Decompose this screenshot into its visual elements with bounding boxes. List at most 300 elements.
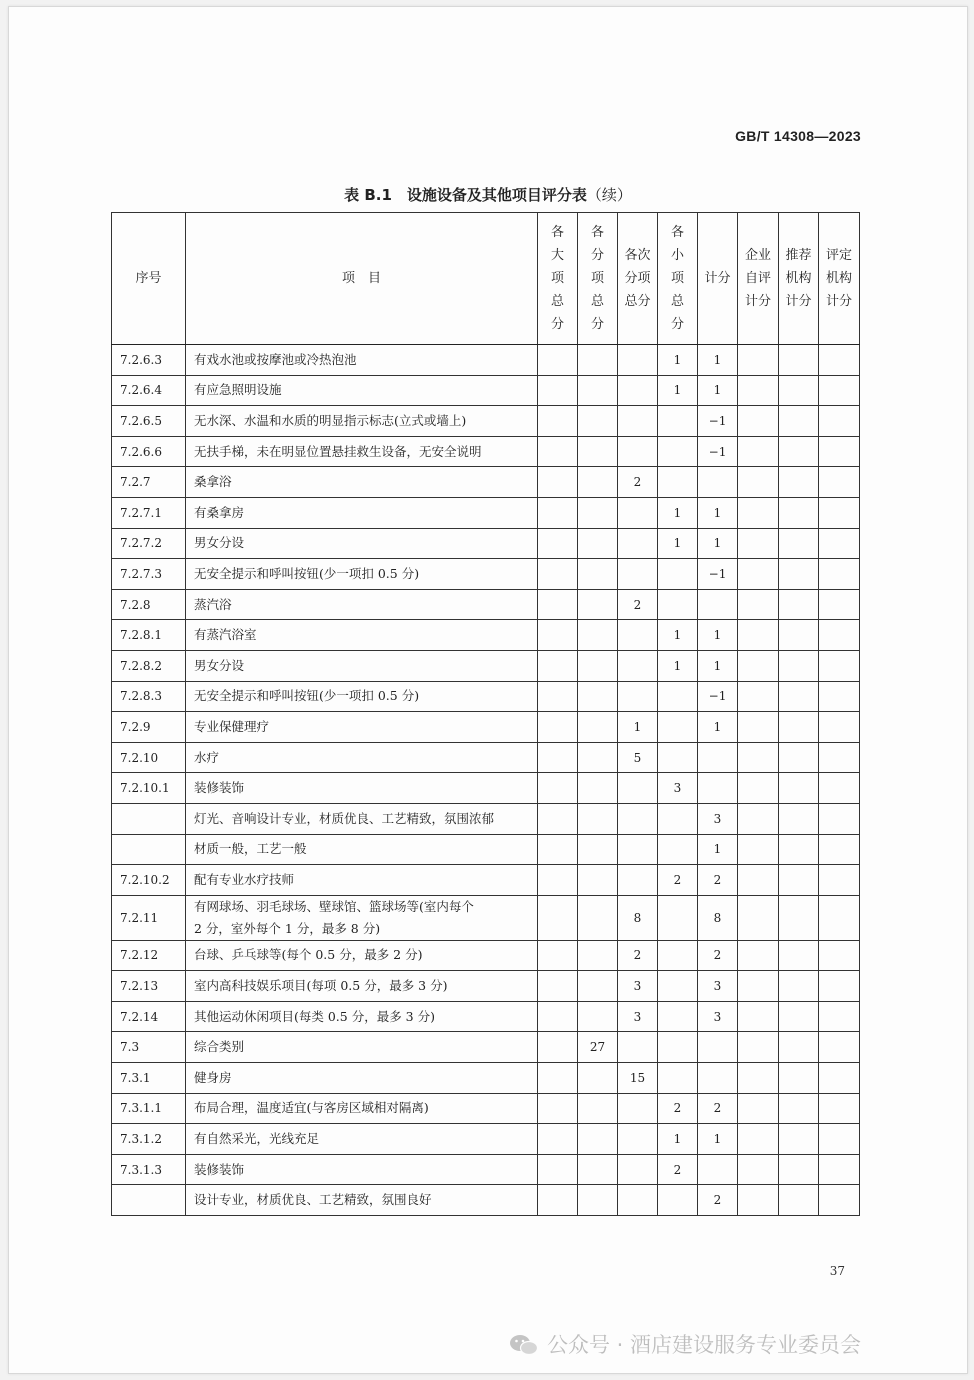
col-sub-total-cell <box>578 865 618 896</box>
col-assess-score-cell <box>819 971 860 1002</box>
row-item: 无扶手梯，未在明显位置悬挂救生设备，无安全说明 <box>186 436 538 467</box>
row-serial: 7.2.11 <box>112 895 186 940</box>
col-secondary-total-cell <box>618 406 658 437</box>
col-secondary-total-cell <box>618 620 658 651</box>
col-minor-total-cell: 1 <box>658 650 698 681</box>
col-secondary-total-cell <box>618 834 658 865</box>
col-recommend-score-cell <box>779 1063 819 1094</box>
row-item: 健身房 <box>186 1063 538 1094</box>
col-score-cell: 1 <box>698 345 738 376</box>
table-row <box>112 1124 860 1155</box>
col-sub-total-cell <box>578 1154 618 1185</box>
row-item: 室内高科技娱乐项目(每项 0.5 分，最多 3 分) <box>186 971 538 1002</box>
col-secondary-total-cell <box>618 773 658 804</box>
col-major-total-cell <box>538 589 578 620</box>
col-sub-total-cell <box>578 1001 618 1032</box>
col-major-total-cell <box>538 1093 578 1124</box>
table-row <box>112 620 860 651</box>
row-serial <box>112 834 186 865</box>
table-title-suffix: （续） <box>586 186 632 204</box>
row-serial <box>112 803 186 834</box>
row-serial: 7.2.10.1 <box>112 773 186 804</box>
col-sub-total-cell <box>578 971 618 1002</box>
col-assess-score-cell <box>819 650 860 681</box>
col-score-cell <box>698 773 738 804</box>
col-major-total-cell <box>538 1154 578 1185</box>
col-minor-total-header: 各 小 项 总 分 <box>658 213 698 345</box>
row-serial: 7.2.8.1 <box>112 620 186 651</box>
col-sub-total-cell <box>578 1124 618 1155</box>
col-self-score-cell <box>738 1154 779 1185</box>
table-row <box>112 375 860 406</box>
col-recommend-score-cell <box>779 650 819 681</box>
col-self-score-cell <box>738 467 779 498</box>
col-self-score-cell <box>738 1185 779 1216</box>
col-major-total-cell <box>538 528 578 559</box>
table-row <box>112 865 860 896</box>
col-recommend-score-cell <box>779 681 819 712</box>
col-recommend-score-cell <box>779 773 819 804</box>
col-assess-score-cell <box>819 559 860 590</box>
col-secondary-total-cell: 1 <box>618 712 658 743</box>
row-serial: 7.2.12 <box>112 940 186 971</box>
col-recommend-score-cell <box>779 1185 819 1216</box>
col-major-total-cell <box>538 650 578 681</box>
col-self-score-cell <box>738 895 779 940</box>
col-self-score-cell <box>738 497 779 528</box>
col-sub-total-cell <box>578 681 618 712</box>
col-sub-total-cell <box>578 1093 618 1124</box>
row-item: 男女分设 <box>186 650 538 681</box>
row-item: 设计专业，材质优良、工艺精致，氛围良好 <box>186 1185 538 1216</box>
col-recommend-score-cell <box>779 345 819 376</box>
col-assess-score-cell <box>819 589 860 620</box>
col-secondary-total-cell <box>618 497 658 528</box>
col-major-total-cell <box>538 620 578 651</box>
col-score-cell: 1 <box>698 834 738 865</box>
table-row <box>112 528 860 559</box>
col-self-score-cell <box>738 650 779 681</box>
col-score-cell <box>698 589 738 620</box>
row-serial: 7.2.6.4 <box>112 375 186 406</box>
col-major-total-cell <box>538 865 578 896</box>
watermark-text: 公众号 · 酒店建设服务专业委员会 <box>547 1333 862 1357</box>
col-score-cell: 1 <box>698 497 738 528</box>
col-score-cell: 3 <box>698 971 738 1002</box>
row-serial: 7.2.8 <box>112 589 186 620</box>
col-self-score-header: 企业 自评 计分 <box>738 213 779 345</box>
col-major-total-cell <box>538 773 578 804</box>
col-major-total-cell <box>538 375 578 406</box>
col-minor-total-cell <box>658 1063 698 1094</box>
row-item: 综合类别 <box>186 1032 538 1063</box>
col-recommend-score-cell <box>779 559 819 590</box>
table-row <box>112 467 860 498</box>
col-major-total-cell <box>538 467 578 498</box>
col-sub-total-cell <box>578 436 618 467</box>
row-item: 有网球场、羽毛球场、壁球馆、篮球场等(室内每个 2 分，室外每个 1 分，最多 8 分) <box>186 895 538 940</box>
col-major-total-cell <box>538 940 578 971</box>
table-row <box>112 1185 860 1216</box>
col-major-total-cell <box>538 742 578 773</box>
table-title <box>9 184 967 205</box>
table-row <box>112 589 860 620</box>
row-item: 无安全提示和呼叫按钮(少一项扣 0.5 分) <box>186 681 538 712</box>
row-item: 有自然采光，光线充足 <box>186 1124 538 1155</box>
col-self-score-cell <box>738 528 779 559</box>
col-major-total-cell <box>538 345 578 376</box>
col-assess-score-cell <box>819 1185 860 1216</box>
col-secondary-total-cell: 5 <box>618 742 658 773</box>
row-item: 布局合理，温度适宜(与客房区域相对隔离) <box>186 1093 538 1124</box>
col-major-total-cell <box>538 834 578 865</box>
col-self-score-cell <box>738 1124 779 1155</box>
col-sub-total-cell <box>578 895 618 940</box>
col-minor-total-cell <box>658 803 698 834</box>
col-recommend-score-cell <box>779 1154 819 1185</box>
col-recommend-score-cell <box>779 467 819 498</box>
row-item: 装修装饰 <box>186 1154 538 1185</box>
col-sub-total-cell: 27 <box>578 1032 618 1063</box>
row-serial: 7.2.10 <box>112 742 186 773</box>
col-score-cell: −1 <box>698 681 738 712</box>
col-self-score-cell <box>738 1032 779 1063</box>
col-major-total-cell <box>538 1185 578 1216</box>
row-serial: 7.3.1.1 <box>112 1093 186 1124</box>
col-recommend-score-cell <box>779 712 819 743</box>
row-serial: 7.2.8.3 <box>112 681 186 712</box>
col-assess-score-cell <box>819 620 860 651</box>
col-recommend-score-cell <box>779 1093 819 1124</box>
row-item: 桑拿浴 <box>186 467 538 498</box>
row-item: 有蒸汽浴室 <box>186 620 538 651</box>
col-secondary-total-cell <box>618 528 658 559</box>
col-secondary-total-cell: 8 <box>618 895 658 940</box>
col-secondary-total-cell <box>618 1154 658 1185</box>
col-minor-total-cell <box>658 589 698 620</box>
col-secondary-total-cell <box>618 1124 658 1155</box>
col-sub-total-cell <box>578 773 618 804</box>
col-minor-total-cell <box>658 559 698 590</box>
col-self-score-cell <box>738 620 779 651</box>
col-secondary-total-cell: 2 <box>618 940 658 971</box>
col-assess-score-cell <box>819 1063 860 1094</box>
col-major-total-cell <box>538 1063 578 1094</box>
col-major-total-cell <box>538 803 578 834</box>
col-minor-total-cell <box>658 712 698 743</box>
col-minor-total-cell <box>658 742 698 773</box>
col-self-score-cell <box>738 681 779 712</box>
col-score-cell: 1 <box>698 620 738 651</box>
col-secondary-total-cell <box>618 559 658 590</box>
col-assess-score-cell <box>819 467 860 498</box>
col-recommend-score-cell <box>779 803 819 834</box>
col-recommend-score-cell <box>779 528 819 559</box>
col-minor-total-cell <box>658 1001 698 1032</box>
col-item-header: 项 目 <box>186 213 538 345</box>
col-sub-total-cell <box>578 467 618 498</box>
col-score-cell: 8 <box>698 895 738 940</box>
col-sub-total-cell <box>578 940 618 971</box>
col-minor-total-cell <box>658 467 698 498</box>
col-score-cell <box>698 1154 738 1185</box>
col-major-total-cell <box>538 971 578 1002</box>
col-sub-total-header: 各 分 项 总 分 <box>578 213 618 345</box>
watermark <box>509 1329 861 1359</box>
col-major-total-cell <box>538 406 578 437</box>
col-score-cell <box>698 1032 738 1063</box>
col-recommend-score-cell <box>779 406 819 437</box>
col-self-score-cell <box>738 436 779 467</box>
col-minor-total-cell <box>658 834 698 865</box>
col-sub-total-cell <box>578 803 618 834</box>
col-secondary-total-cell: 3 <box>618 1001 658 1032</box>
col-score-cell <box>698 467 738 498</box>
col-score-cell <box>698 1063 738 1094</box>
table-title-text: 表 B.1 设施设备及其他项目评分表 <box>344 186 587 204</box>
table-row <box>112 497 860 528</box>
col-secondary-total-header: 各次 分项 总分 <box>618 213 658 345</box>
col-major-total-cell <box>538 712 578 743</box>
col-major-total-cell <box>538 1001 578 1032</box>
col-assess-score-cell <box>819 528 860 559</box>
table-row <box>112 650 860 681</box>
col-score-cell: −1 <box>698 436 738 467</box>
col-secondary-total-cell: 2 <box>618 589 658 620</box>
col-score-cell: 2 <box>698 1185 738 1216</box>
col-minor-total-cell: 1 <box>658 528 698 559</box>
row-item: 无安全提示和呼叫按钮(少一项扣 0.5 分) <box>186 559 538 590</box>
row-item: 男女分设 <box>186 528 538 559</box>
col-score-cell: −1 <box>698 559 738 590</box>
col-minor-total-cell <box>658 436 698 467</box>
col-recommend-score-cell <box>779 620 819 651</box>
row-serial: 7.2.6.5 <box>112 406 186 437</box>
row-item: 有应急照明设施 <box>186 375 538 406</box>
col-sub-total-cell <box>578 620 618 651</box>
row-serial: 7.2.13 <box>112 971 186 1002</box>
col-secondary-total-cell <box>618 345 658 376</box>
col-minor-total-cell <box>658 681 698 712</box>
row-serial: 7.2.9 <box>112 712 186 743</box>
row-serial: 7.2.7 <box>112 467 186 498</box>
col-assess-score-header: 评定 机构 计分 <box>819 213 860 345</box>
col-assess-score-cell <box>819 1032 860 1063</box>
col-recommend-score-cell <box>779 742 819 773</box>
row-item: 灯光、音响设计专业，材质优良、工艺精致，氛围浓郁 <box>186 803 538 834</box>
col-assess-score-cell <box>819 1093 860 1124</box>
col-major-total-cell <box>538 1032 578 1063</box>
col-secondary-total-cell <box>618 865 658 896</box>
row-serial: 7.2.8.2 <box>112 650 186 681</box>
col-assess-score-cell <box>819 865 860 896</box>
col-assess-score-cell <box>819 895 860 940</box>
col-secondary-total-cell: 2 <box>618 467 658 498</box>
col-sub-total-cell <box>578 559 618 590</box>
col-major-total-header: 各 大 项 总 分 <box>538 213 578 345</box>
row-item: 蒸汽浴 <box>186 589 538 620</box>
col-assess-score-cell <box>819 773 860 804</box>
col-secondary-total-cell <box>618 375 658 406</box>
row-item: 无水深、水温和水质的明显指示标志(立式或墙上) <box>186 406 538 437</box>
col-minor-total-cell <box>658 940 698 971</box>
row-item: 台球、乒乓球等(每个 0.5 分，最多 2 分) <box>186 940 538 971</box>
col-recommend-score-cell <box>779 940 819 971</box>
col-assess-score-cell <box>819 742 860 773</box>
col-minor-total-cell <box>658 971 698 1002</box>
col-assess-score-cell <box>819 345 860 376</box>
table-row <box>112 1154 860 1185</box>
col-minor-total-cell: 1 <box>658 1124 698 1155</box>
col-sub-total-cell <box>578 589 618 620</box>
page-number: 37 <box>829 1264 845 1278</box>
col-secondary-total-cell <box>618 1185 658 1216</box>
row-serial: 7.3 <box>112 1032 186 1063</box>
col-assess-score-cell <box>819 1124 860 1155</box>
col-sub-total-cell <box>578 834 618 865</box>
col-minor-total-cell <box>658 406 698 437</box>
row-item: 专业保健理疗 <box>186 712 538 743</box>
col-self-score-cell <box>738 712 779 743</box>
col-recommend-score-cell <box>779 497 819 528</box>
col-minor-total-cell: 1 <box>658 620 698 651</box>
col-assess-score-cell <box>819 375 860 406</box>
row-serial: 7.2.6.3 <box>112 345 186 376</box>
row-serial: 7.3.1.2 <box>112 1124 186 1155</box>
col-minor-total-cell: 1 <box>658 375 698 406</box>
col-sub-total-cell <box>578 375 618 406</box>
col-score-cell: 2 <box>698 940 738 971</box>
standard-code: GB/T 14308—2023 <box>735 128 861 144</box>
col-score-cell: 3 <box>698 1001 738 1032</box>
col-sub-total-cell <box>578 345 618 376</box>
table-row <box>112 895 860 940</box>
col-recommend-score-cell <box>779 865 819 896</box>
col-self-score-cell <box>738 803 779 834</box>
col-secondary-total-cell <box>618 1093 658 1124</box>
row-item: 水疗 <box>186 742 538 773</box>
table-row <box>112 436 860 467</box>
col-self-score-cell <box>738 1063 779 1094</box>
col-assess-score-cell <box>819 712 860 743</box>
row-serial: 7.2.7.2 <box>112 528 186 559</box>
row-item: 其他运动休闲项目(每类 0.5 分，最多 3 分) <box>186 1001 538 1032</box>
col-minor-total-cell <box>658 1032 698 1063</box>
table-row <box>112 1063 860 1094</box>
col-self-score-cell <box>738 971 779 1002</box>
row-item: 有戏水池或按摩池或冷热泡池 <box>186 345 538 376</box>
col-secondary-total-cell: 3 <box>618 971 658 1002</box>
row-serial: 7.2.7.1 <box>112 497 186 528</box>
col-serial-header: 序号 <box>112 213 186 345</box>
col-secondary-total-cell <box>618 436 658 467</box>
row-item: 有桑拿房 <box>186 497 538 528</box>
col-secondary-total-cell <box>618 1032 658 1063</box>
col-minor-total-cell: 2 <box>658 865 698 896</box>
col-major-total-cell <box>538 436 578 467</box>
col-minor-total-cell: 1 <box>658 497 698 528</box>
table-row <box>112 559 860 590</box>
table-row <box>112 1093 860 1124</box>
col-self-score-cell <box>738 773 779 804</box>
col-score-cell: −1 <box>698 406 738 437</box>
col-self-score-cell <box>738 375 779 406</box>
col-assess-score-cell <box>819 834 860 865</box>
col-minor-total-cell: 2 <box>658 1093 698 1124</box>
col-assess-score-cell <box>819 1154 860 1185</box>
table-row <box>112 971 860 1002</box>
col-sub-total-cell <box>578 1185 618 1216</box>
col-assess-score-cell <box>819 681 860 712</box>
col-minor-total-cell: 2 <box>658 1154 698 1185</box>
col-recommend-score-cell <box>779 971 819 1002</box>
col-sub-total-cell <box>578 406 618 437</box>
col-recommend-score-header: 推荐 机构 计分 <box>779 213 819 345</box>
col-secondary-total-cell: 15 <box>618 1063 658 1094</box>
col-score-cell <box>698 742 738 773</box>
col-assess-score-cell <box>819 940 860 971</box>
col-score-cell: 2 <box>698 1093 738 1124</box>
col-major-total-cell <box>538 681 578 712</box>
col-sub-total-cell <box>578 1063 618 1094</box>
col-recommend-score-cell <box>779 895 819 940</box>
table-row <box>112 345 860 376</box>
col-self-score-cell <box>738 559 779 590</box>
col-self-score-cell <box>738 940 779 971</box>
scoring-table <box>111 212 860 1216</box>
col-recommend-score-cell <box>779 375 819 406</box>
col-minor-total-cell <box>658 895 698 940</box>
table-row <box>112 742 860 773</box>
col-self-score-cell <box>738 865 779 896</box>
col-self-score-cell <box>738 834 779 865</box>
table-row <box>112 406 860 437</box>
col-self-score-cell <box>738 345 779 376</box>
col-minor-total-cell: 3 <box>658 773 698 804</box>
col-secondary-total-cell <box>618 803 658 834</box>
col-sub-total-cell <box>578 742 618 773</box>
col-sub-total-cell <box>578 528 618 559</box>
col-score-cell: 1 <box>698 1124 738 1155</box>
col-recommend-score-cell <box>779 1124 819 1155</box>
table-row <box>112 1001 860 1032</box>
row-item: 材质一般，工艺一般 <box>186 834 538 865</box>
col-assess-score-cell <box>819 406 860 437</box>
col-score-cell: 1 <box>698 375 738 406</box>
table-row <box>112 1032 860 1063</box>
col-assess-score-cell <box>819 436 860 467</box>
row-serial: 7.2.6.6 <box>112 436 186 467</box>
table-row <box>112 940 860 971</box>
col-self-score-cell <box>738 1093 779 1124</box>
col-self-score-cell <box>738 742 779 773</box>
row-item: 配有专业水疗技师 <box>186 865 538 896</box>
row-item: 装修装饰 <box>186 773 538 804</box>
col-sub-total-cell <box>578 497 618 528</box>
col-self-score-cell <box>738 406 779 437</box>
col-secondary-total-cell <box>618 681 658 712</box>
row-serial: 7.2.14 <box>112 1001 186 1032</box>
table-row <box>112 803 860 834</box>
table-row <box>112 834 860 865</box>
col-major-total-cell <box>538 895 578 940</box>
col-score-cell: 1 <box>698 712 738 743</box>
col-minor-total-cell: 1 <box>658 345 698 376</box>
row-serial: 7.3.1.3 <box>112 1154 186 1185</box>
row-serial: 7.2.7.3 <box>112 559 186 590</box>
col-score-cell: 3 <box>698 803 738 834</box>
col-recommend-score-cell <box>779 834 819 865</box>
